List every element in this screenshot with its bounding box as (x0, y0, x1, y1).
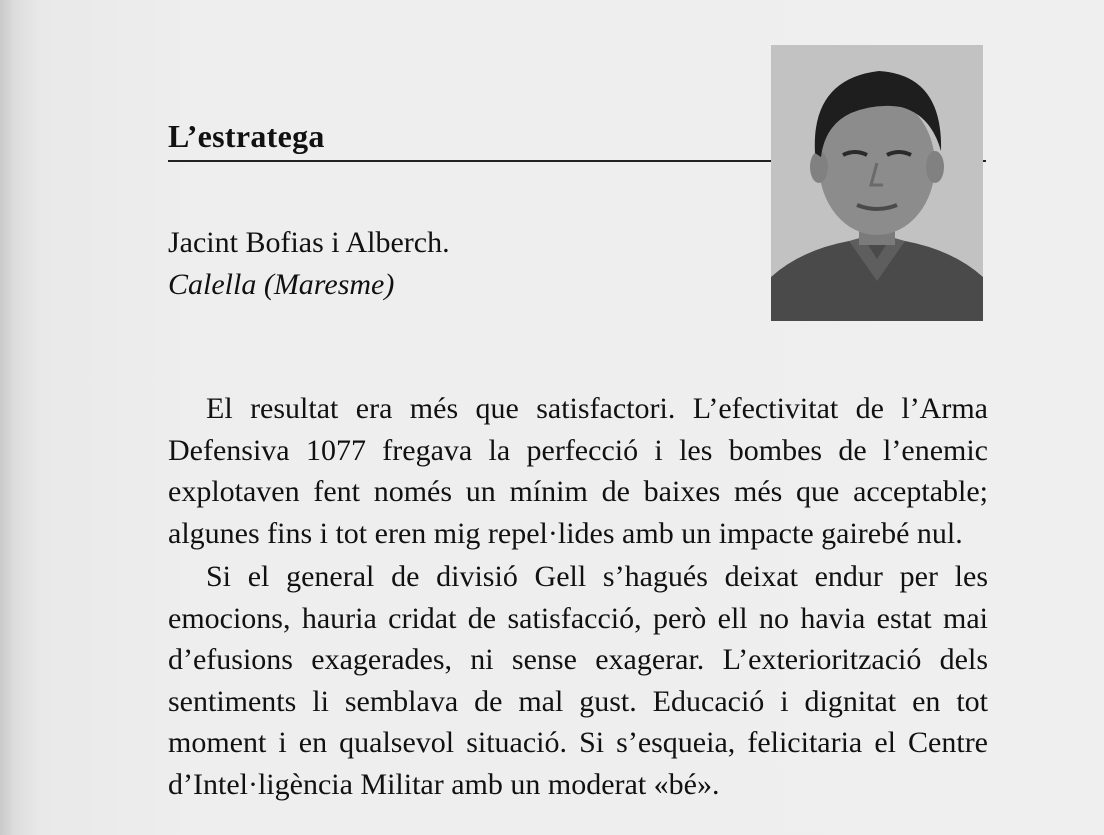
paragraph: El resultat era més que satisfactori. L’efectivitat de l’Arma Defensiva 1077 fregava la perfecció i les bombes de l’enemic explotaven fent només un mínim de baixes més que acceptable; algunes fins i tot eren mig repel·lides amb un impacte gairebé nul. (168, 392, 988, 550)
author-block (168, 222, 450, 306)
page-title: L’estratega (168, 118, 325, 154)
author-photo (771, 45, 983, 321)
author-name: Jacint Bofias i Alberch. (168, 226, 450, 259)
author-portrait-icon (771, 45, 983, 321)
paragraph: Si el general de divisió Gell s’hagués deixat endur per les emocions, hauria cridat de satisfacció, però ell no havia estat mai d’efusions exagerades, ni sense exagerar. L’exteriorització dels sentiments li semblava de mal gust. Educació i dignitat en tot moment i en qualsevol situació. Si s’esqueia, felicitaria el Centre d’Intel·ligència Militar amb un moderat «bé». (168, 560, 988, 801)
article-body (168, 388, 988, 805)
author-place: Calella (Maresme) (168, 268, 395, 301)
